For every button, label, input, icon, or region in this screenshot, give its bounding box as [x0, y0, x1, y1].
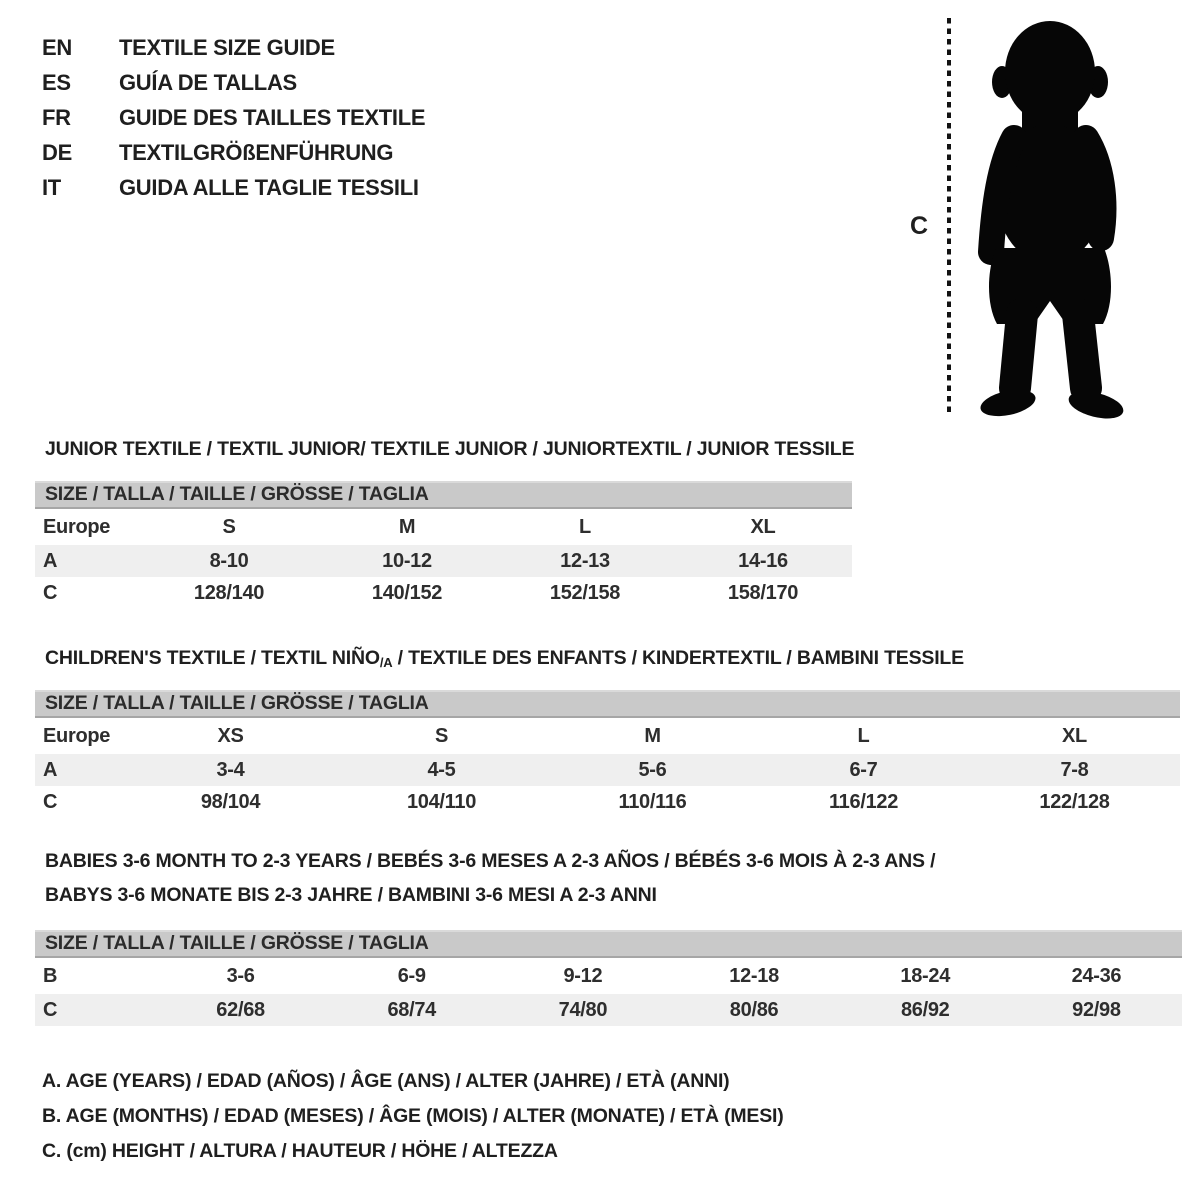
language-label: GUIDE DES TAILLES TEXTILE [119, 104, 426, 130]
language-label: TEXTILGRÖßENFÜHRUNG [119, 139, 394, 165]
column-header-cell: S [222, 515, 236, 538]
row-label-cell: C [43, 998, 58, 1021]
size-cell: 8-10 [209, 549, 249, 572]
junior-height-row [35, 577, 852, 609]
size-cell: 12-18 [729, 964, 779, 987]
babies-title-line2: BABYS 3-6 MONATE BIS 2-3 JAHRE / BAMBINI 3-6 MESI A 2-3 ANNI [45, 884, 657, 906]
babies-title-line1: BABIES 3-6 MONTH TO 2-3 YEARS / BEBÉS 3-6 MESES A 2-3 AÑOS / BÉBÉS 3-6 MOIS À 2-3 ANS / [45, 850, 936, 872]
children-section-title [45, 641, 964, 680]
children-title-suffix: / TEXTILE DES ENFANTS / KINDERTEXTIL / BAMBINI TESSILE [392, 647, 964, 669]
size-cell: 4-5 [427, 758, 456, 781]
language-row-en [42, 30, 425, 65]
junior-age-row [35, 545, 852, 577]
language-code: ES [42, 69, 71, 95]
size-cell: 5-6 [638, 758, 667, 781]
row-label-cell: A [43, 549, 58, 572]
size-cell: 86/92 [900, 998, 950, 1021]
size-cell: 18-24 [900, 964, 951, 987]
row-label-cell: A [43, 758, 58, 781]
size-cell: 6-7 [849, 758, 878, 781]
size-cell: 152/158 [549, 581, 621, 604]
language-label: TEXTILE SIZE GUIDE [119, 34, 335, 60]
junior-column-header-row [35, 509, 852, 545]
children-size-header-bar: SIZE / TALLA / TAILLE / GRÖSSE / TAGLIA [35, 690, 1180, 718]
legend-line-b: B. AGE (MONTHS) / EDAD (MESES) / ÂGE (MOIS) / ALTER (MONATE) / ETÀ (MESI) [42, 1105, 784, 1127]
junior-section-title: JUNIOR TEXTILE / TEXTIL JUNIOR/ TEXTILE JUNIOR / JUNIORTEXTIL / JUNIOR TESSILE [45, 438, 855, 460]
size-cell: 68/74 [387, 998, 437, 1021]
size-cell: 92/98 [1072, 998, 1121, 1021]
region-header-cell: Europe [43, 515, 111, 538]
column-header-cell: M [644, 724, 661, 747]
language-code: FR [42, 104, 71, 130]
size-cell: 10-12 [382, 549, 432, 572]
legend-line-a: A. AGE (YEARS) / EDAD (AÑOS) / ÂGE (ANS) / ALTER (JAHRE) / ETÀ (ANNI) [42, 1070, 730, 1092]
babies-height-row [35, 994, 1182, 1026]
column-header-cell: XL [1062, 724, 1087, 747]
language-code: EN [42, 34, 72, 60]
children-age-row [35, 754, 1180, 786]
language-list [42, 30, 425, 205]
size-cell: 128/140 [193, 581, 265, 604]
size-cell: 62/68 [216, 998, 265, 1021]
children-title-prefix: CHILDREN'S TEXTILE / TEXTIL NIÑO [45, 647, 380, 669]
size-cell: 12-13 [560, 549, 610, 572]
size-cell: 104/110 [406, 790, 477, 813]
size-cell: 7-8 [1060, 758, 1089, 781]
babies-section-title [45, 844, 935, 912]
babies-size-table [35, 930, 1182, 1026]
size-cell: 14-16 [738, 549, 788, 572]
language-label: GUIDA ALLE TAGLIE TESSILI [119, 174, 419, 200]
size-cell: 9-12 [563, 964, 603, 987]
language-code: IT [42, 174, 61, 200]
column-header-cell: XL [750, 515, 776, 538]
column-header-cell: M [398, 515, 416, 538]
junior-size-table [35, 481, 852, 609]
children-title-subscript: /A [379, 655, 393, 670]
size-cell: 74/80 [558, 998, 608, 1021]
language-label: GUÍA DE TALLAS [119, 69, 297, 95]
height-measure-dashed-line [947, 18, 951, 416]
row-label-cell: C [43, 790, 58, 813]
language-row-de [42, 135, 425, 170]
language-row-fr [42, 100, 425, 135]
size-cell: 80/86 [729, 998, 779, 1021]
language-code: DE [42, 139, 72, 165]
size-cell: 98/104 [200, 790, 261, 813]
size-cell: 122/128 [1039, 790, 1110, 813]
size-cell: 116/122 [828, 790, 899, 813]
column-header-cell: S [434, 724, 449, 747]
children-column-header-row [35, 718, 1180, 754]
size-cell: 24-36 [1071, 964, 1122, 987]
babies-age-row [35, 958, 1182, 994]
size-cell: 140/152 [371, 581, 443, 604]
size-cell: 3-4 [216, 758, 245, 781]
size-cell: 158/170 [727, 581, 799, 604]
height-measure-label: C [910, 212, 929, 240]
children-height-row [35, 786, 1180, 818]
toddler-silhouette-icon [968, 16, 1136, 422]
column-header-cell: L [579, 515, 591, 538]
legend [42, 1064, 784, 1169]
region-header-cell: Europe [43, 724, 111, 747]
row-label-cell: C [43, 581, 58, 604]
column-header-cell: L [857, 724, 870, 747]
row-label-cell: B [43, 964, 58, 987]
babies-size-header-bar: SIZE / TALLA / TAILLE / GRÖSSE / TAGLIA [35, 930, 1182, 958]
junior-size-header-bar: SIZE / TALLA / TAILLE / GRÖSSE / TAGLIA [35, 481, 852, 509]
children-size-table [35, 690, 1180, 818]
legend-line-c: C. (cm) HEIGHT / ALTURA / HAUTEUR / HÖHE / ALTEZZA [42, 1140, 558, 1162]
column-header-cell: XS [217, 724, 244, 747]
size-cell: 3-6 [226, 964, 255, 987]
language-row-it [42, 170, 425, 205]
language-row-es [42, 65, 425, 100]
size-cell: 110/116 [618, 790, 687, 813]
size-cell: 6-9 [397, 964, 426, 987]
